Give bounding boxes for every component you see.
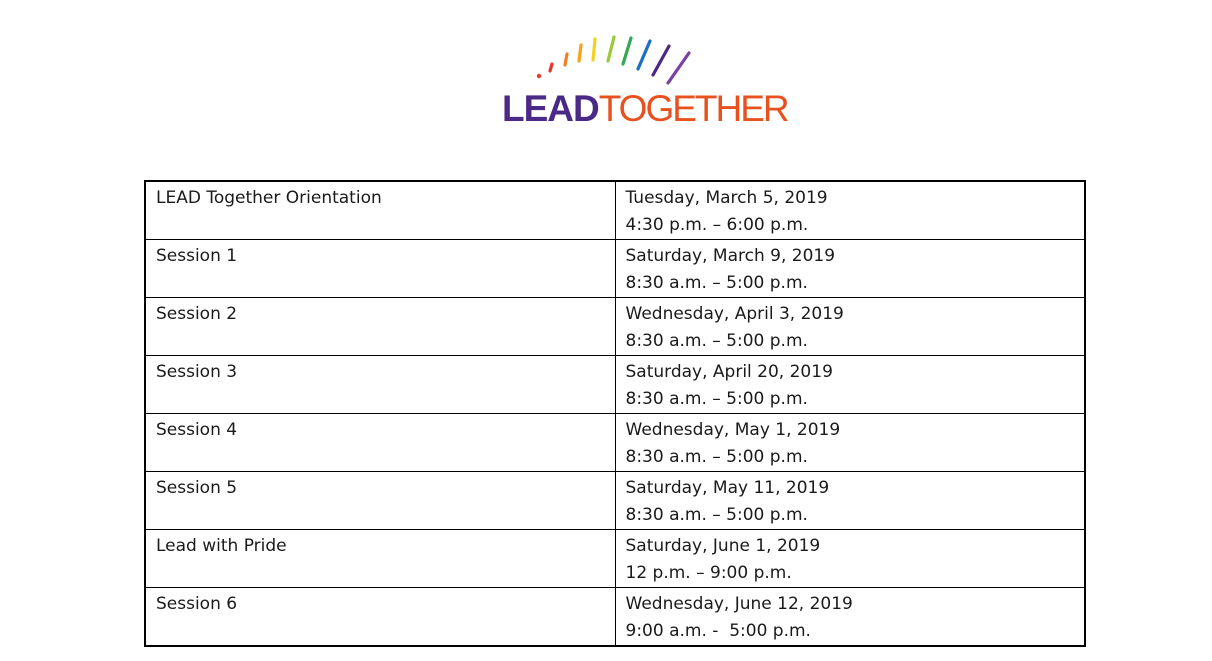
logo-ray xyxy=(623,38,631,64)
logo-ray xyxy=(608,37,614,61)
event-time: 8:30 a.m. – 5:00 p.m. xyxy=(625,505,808,525)
table-row xyxy=(145,530,1085,588)
schedule-table xyxy=(144,180,1086,647)
event-datetime-cell xyxy=(615,181,1085,240)
logo-ray xyxy=(668,53,689,83)
event-name-cell xyxy=(145,530,615,588)
event-date: Saturday, May 11, 2019 xyxy=(625,478,830,498)
event-datetime-cell xyxy=(615,356,1085,414)
logo-ray xyxy=(579,45,581,61)
event-name: Session 2 xyxy=(156,304,238,324)
event-datetime-cell xyxy=(615,414,1085,472)
event-time: 8:30 a.m. – 5:00 p.m. xyxy=(625,389,808,409)
event-date: Wednesday, April 3, 2019 xyxy=(625,304,844,324)
event-datetime-cell xyxy=(615,472,1085,530)
event-datetime-cell xyxy=(615,298,1085,356)
event-name: Session 6 xyxy=(156,594,238,614)
event-name: Session 5 xyxy=(156,478,238,498)
logo-ray xyxy=(565,54,567,65)
event-time: 8:30 a.m. – 5:00 p.m. xyxy=(625,273,808,293)
event-date: Wednesday, June 12, 2019 xyxy=(625,594,853,614)
event-time: 12 p.m. – 9:00 p.m. xyxy=(625,563,792,583)
event-name: Session 4 xyxy=(156,420,238,440)
event-date: Saturday, March 9, 2019 xyxy=(625,246,836,266)
event-name-cell xyxy=(145,588,615,647)
event-name-cell xyxy=(145,240,615,298)
logo-ray xyxy=(537,74,541,78)
table-row xyxy=(145,356,1085,414)
event-datetime-cell xyxy=(615,530,1085,588)
event-name-cell xyxy=(145,414,615,472)
event-date: Saturday, April 20, 2019 xyxy=(625,362,833,382)
logo-ray xyxy=(653,46,669,75)
event-date: Saturday, June 1, 2019 xyxy=(625,536,821,556)
event-datetime-cell xyxy=(615,240,1085,298)
event-datetime-cell xyxy=(615,588,1085,647)
table-row xyxy=(145,588,1085,647)
lead-together-logo xyxy=(490,28,788,133)
logo-word-together: TOGETHER xyxy=(598,88,788,129)
logo-ray xyxy=(638,41,650,69)
event-name: LEAD Together Orientation xyxy=(156,188,382,208)
logo-ray xyxy=(550,64,552,71)
table-row xyxy=(145,414,1085,472)
event-date: Wednesday, May 1, 2019 xyxy=(625,420,841,440)
event-name: Session 3 xyxy=(156,362,238,382)
event-time: 4:30 p.m. – 6:00 p.m. xyxy=(625,215,809,235)
event-time: 8:30 a.m. – 5:00 p.m. xyxy=(625,447,808,467)
event-name-cell xyxy=(145,298,615,356)
event-name-cell xyxy=(145,472,615,530)
event-name-cell xyxy=(145,181,615,240)
table-row xyxy=(145,181,1085,240)
event-name: Session 1 xyxy=(156,246,238,266)
table-row xyxy=(145,240,1085,298)
table-row xyxy=(145,472,1085,530)
event-time: 8:30 a.m. – 5:00 p.m. xyxy=(625,331,808,351)
logo-word-lead: LEAD xyxy=(502,88,599,129)
logo-wordmark xyxy=(502,90,788,127)
logo-ray xyxy=(593,39,595,60)
event-name-cell xyxy=(145,356,615,414)
table-row xyxy=(145,298,1085,356)
event-date: Tuesday, March 5, 2019 xyxy=(625,188,828,208)
event-name: Lead with Pride xyxy=(156,536,287,556)
event-time: 9:00 a.m. - 5:00 p.m. xyxy=(625,621,811,641)
